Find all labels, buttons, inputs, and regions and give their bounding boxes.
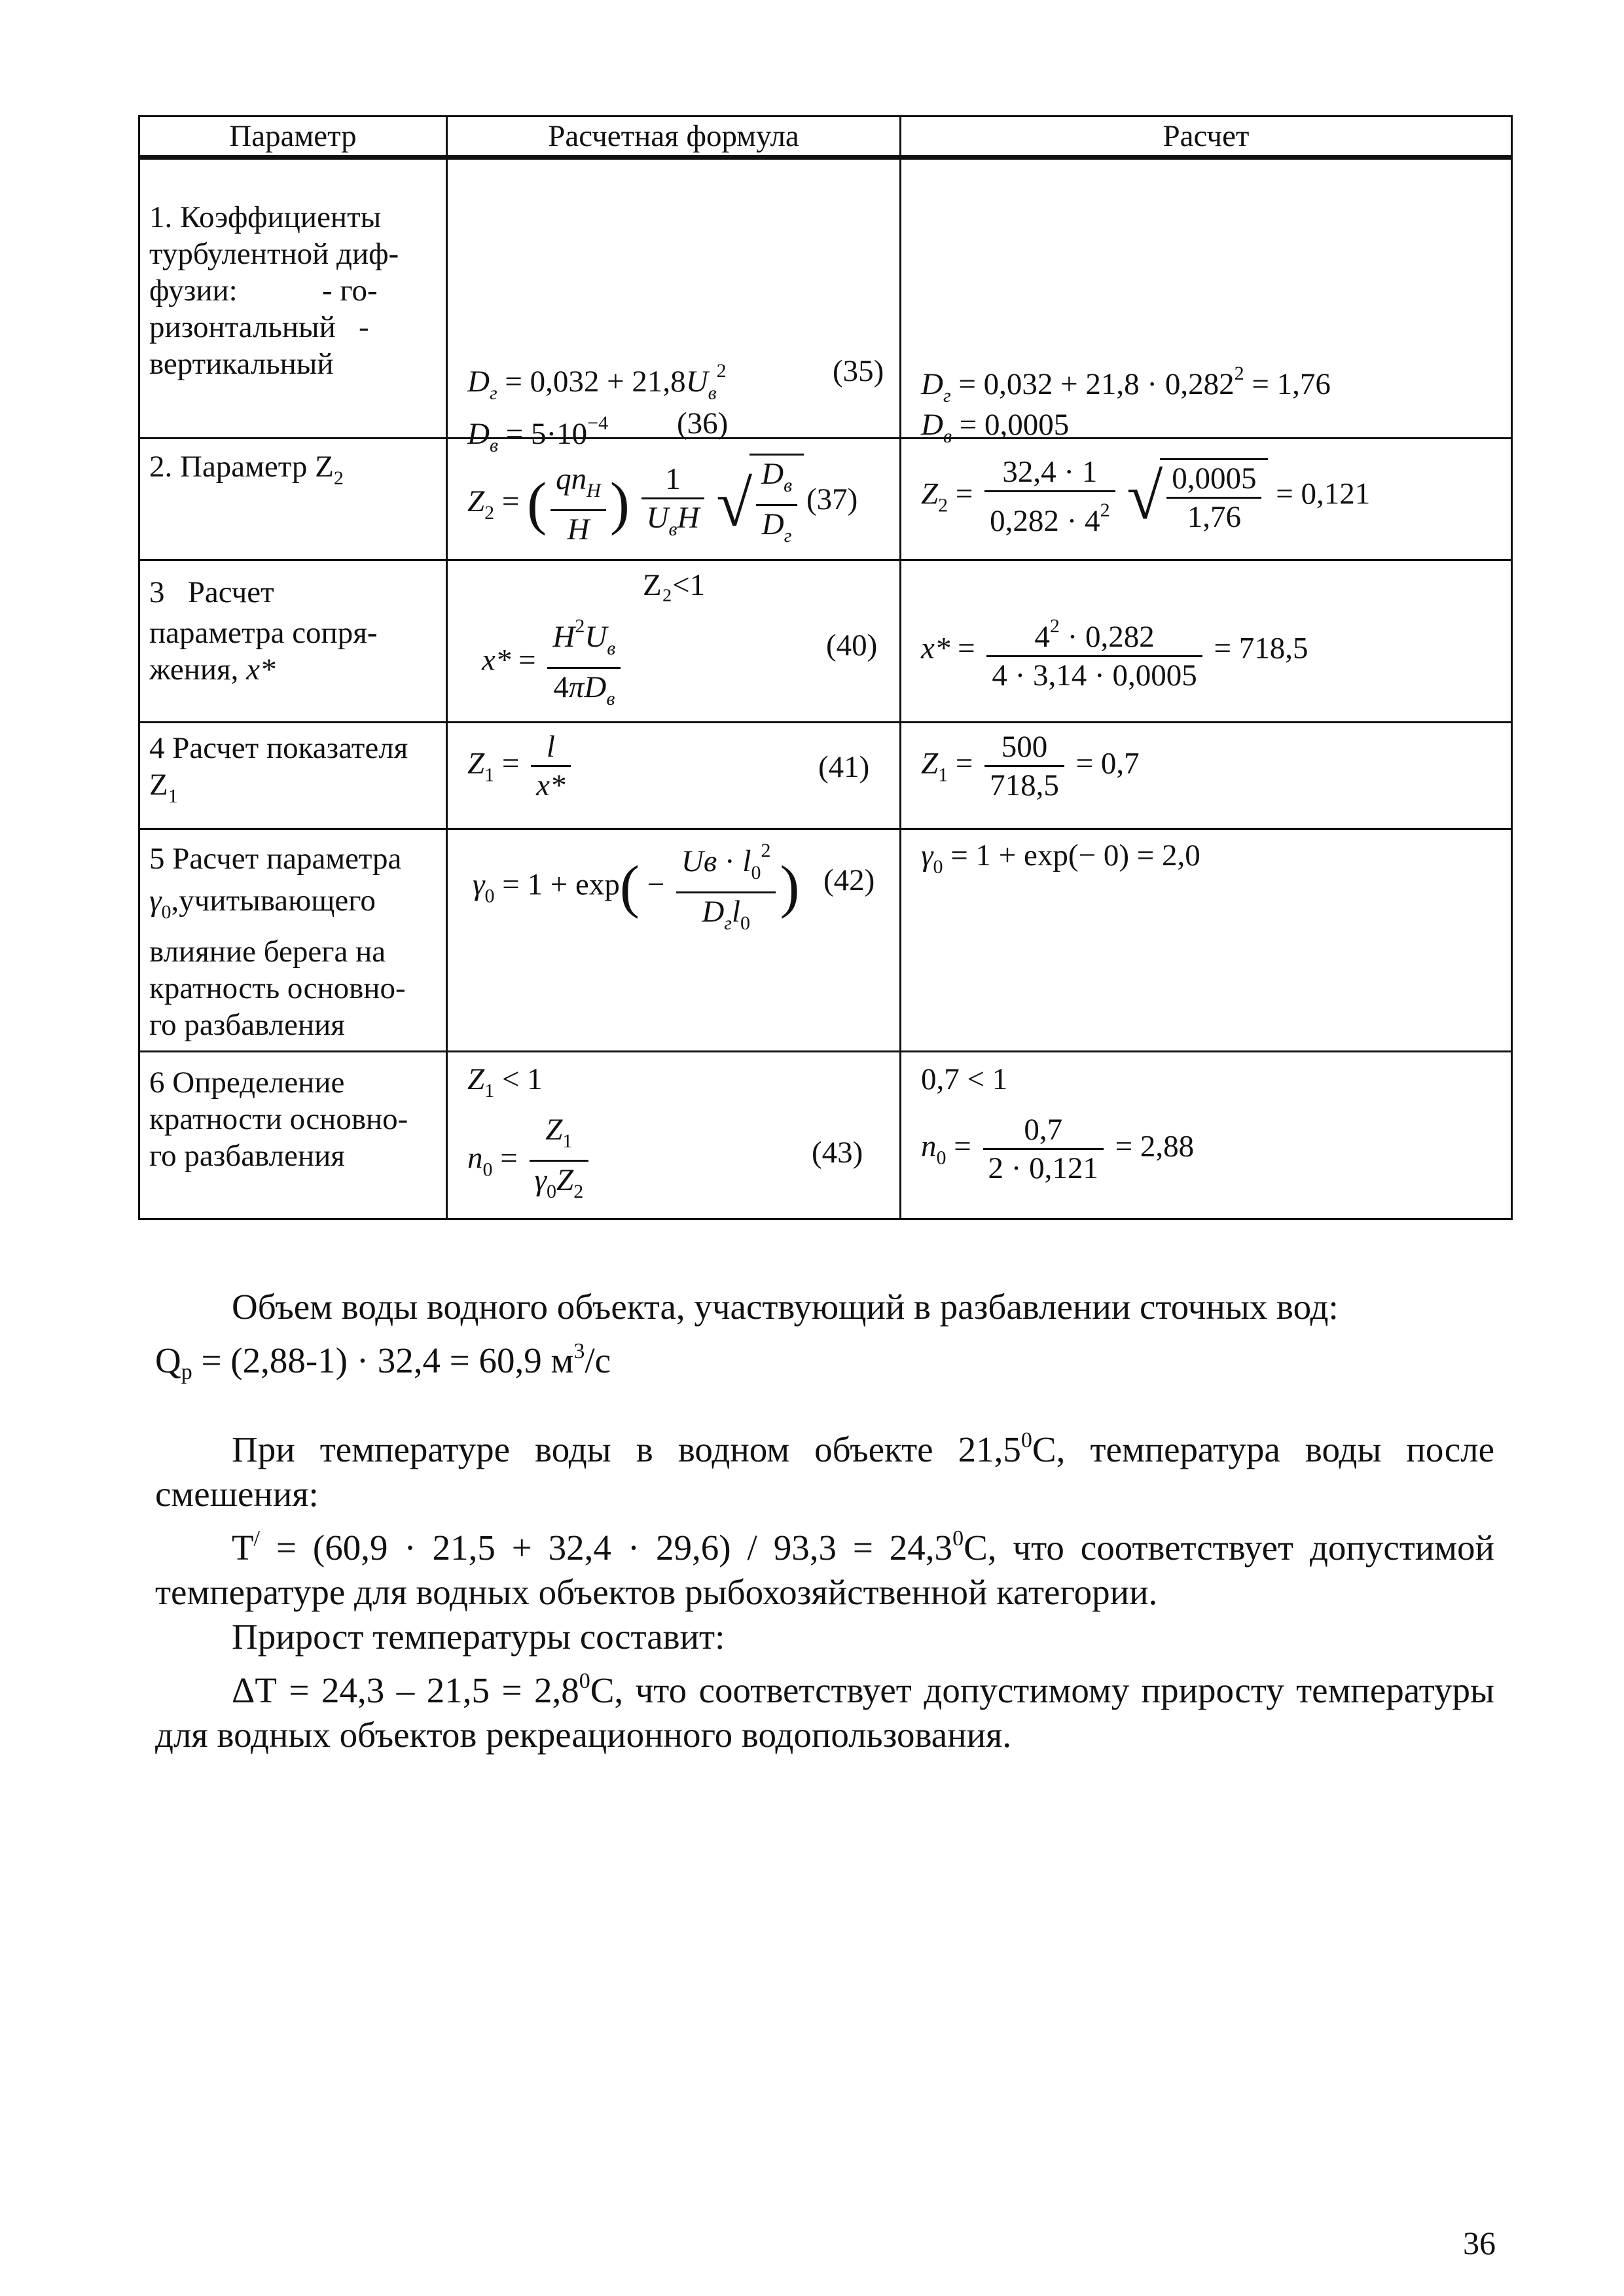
result-n0: $n_0$ = $\frac{0,7}{2 \cdot 0,121}$ = 2,88 <box>921 1113 1195 1185</box>
paragraph-increase: Прирост температуры составит: <box>232 1617 725 1657</box>
param-line: 1. Коэффициенты <box>149 200 382 234</box>
paragraph-volume: Объем воды водного объекта, участвующий в разбавлении сточных вод: <box>232 1287 1339 1327</box>
formula-36: $D_в = 5\cdot 10^{-4}$ <box>467 412 609 456</box>
formula-cell <box>447 560 901 723</box>
param-line: 6 Определение <box>149 1066 345 1100</box>
paragraph-temperature: При температуре воды в водном объекте 21,5$^0$С, температура воды после смешения: <box>155 1428 1495 1514</box>
result-dv: $D_в = 0,0005$ <box>921 408 1070 447</box>
paragraph-delta: $\Delta Т = 24,3 - 21,5 = 2,8^0С$, что соответствует допустимому приросту температуры для водных объектов рекреационного водопользования. <box>155 1669 1494 1755</box>
equation-number: (41) <box>818 750 870 784</box>
equation-number: (42) <box>823 863 875 897</box>
param-line: 4 Расчет показателя <box>149 731 408 765</box>
result-cell <box>901 439 1512 560</box>
equation-number: (36) <box>677 406 729 440</box>
table-row <box>139 439 1512 560</box>
formula-qp: Qр = (2,88-1) · 32,4 = 60,9 $м^3/с$ <box>155 1339 611 1384</box>
table-row <box>139 158 1512 439</box>
param-line: параметра сопря- <box>149 616 378 650</box>
param-line: го разбавления <box>149 1139 345 1173</box>
calculation-table <box>138 115 1513 1220</box>
param-line: влияние берега на <box>149 935 386 969</box>
param-line: фузии: - го- <box>149 274 378 308</box>
table-row <box>139 829 1512 1052</box>
condition-z2: Z₂<1 <box>643 568 706 602</box>
formula-cell <box>447 1052 901 1219</box>
table-row <box>139 560 1512 723</box>
formula-41: $Z_1$ = $\frac{l}{x*}$ <box>467 728 575 804</box>
param-cell <box>139 723 447 829</box>
param-cell: 2. Параметр $Z_2$ <box>139 439 447 560</box>
header-formula: Расчетная формула <box>447 117 901 158</box>
param-cell <box>139 1052 447 1219</box>
body-text <box>155 1285 1494 1757</box>
formula-35: $D_г = 0,032 + 21,8U_в^2$ <box>467 360 727 404</box>
equation-number: (43) <box>812 1136 863 1170</box>
table-row <box>139 723 1512 829</box>
param-cell <box>139 829 447 1052</box>
param-line: ризонтальный - <box>149 310 369 344</box>
result-z1: $Z_1$ = $\frac{500}{718,5}$ = 0,7 <box>921 730 1140 802</box>
formula-cell <box>447 158 901 456</box>
param-cell <box>139 560 447 723</box>
formula-cell <box>447 439 901 560</box>
param-line: вертикальный <box>149 347 334 381</box>
result-dg: $D_г = 0,032 + 21,8 \cdot 0,282^2 = 1,76$ <box>921 363 1331 406</box>
result-cell <box>901 158 1512 447</box>
page-number: 36 <box>1463 2225 1496 2261</box>
header-calculation: Расчет <box>901 117 1512 158</box>
formula-43: $n_0$ = $\frac{Z_1}{\gamma_0Z_2}$ <box>467 1111 592 1210</box>
result-cell <box>901 723 1512 829</box>
condition-result: 0,7 < 1 <box>921 1062 1008 1096</box>
condition-z1: $Z_1 < 1$ <box>467 1062 543 1102</box>
equation-number: (35) <box>833 354 884 388</box>
equation-number: (37) <box>806 482 858 516</box>
formula-cell <box>447 723 901 829</box>
param-line: $Z_1$ <box>149 768 178 807</box>
result-xstar: x* = $\frac{4^2 \cdot 0,282}{4 \cdot 3,14 \cdot 0,0005}$ = 718,5 <box>921 608 1308 694</box>
result-gamma0: $\gamma_0 = 1 + \exp(- 0) = 2,0$ <box>921 838 1200 878</box>
table-header-row <box>139 117 1512 158</box>
param-line: го разбавления <box>149 1008 345 1042</box>
table-row <box>139 1052 1512 1219</box>
param-line: кратность основно- <box>149 971 406 1005</box>
result-z2: $Z_2$ = $\frac{32,4 \cdot 1}{0,282 \cdot 4^2}$ √ $\frac{0,0005}{1,76}$ = 0,121 <box>921 455 1371 538</box>
formula-40: x* = $\frac{H^2U_в}{4\pi D_в}$ <box>482 608 624 717</box>
paragraph-mix-temp: $Т^/ = (60,9 \cdot 21,5 + 32,4 \cdot 29,6) / 93,3 = 24,3^0С$, что соответствует допустимой температуре для водных объектов рыбохозяйственной категории. <box>155 1526 1494 1612</box>
result-cell <box>901 1052 1512 1219</box>
header-parameter: Параметр <box>139 117 447 158</box>
formula-cell <box>447 829 901 1052</box>
result-cell <box>901 560 1512 723</box>
param-line: 3 Расчет <box>149 575 274 609</box>
param-line: жения, x* <box>149 653 276 687</box>
param-cell <box>139 158 447 439</box>
param-line: кратности основно- <box>149 1102 408 1136</box>
param-line: 5 Расчет параметра <box>149 842 402 876</box>
formula-42: $\gamma_0 = 1 + \exp$( − $\frac{Uв \cdot l_0^2}{D_гl_0}$ ) <box>473 833 799 942</box>
equation-number: (40) <box>826 628 878 662</box>
formula-37: $Z_2$ = ( $\frac{qn_Н}{H}$ ) $\frac{1}{U_вH}$ √ $\frac{D_в}{D_г}$ <box>467 454 804 554</box>
result-cell <box>901 829 1512 1052</box>
param-line: $\gamma_0,учитывающего$ <box>149 884 376 923</box>
param-line: турбулентной диф- <box>149 237 399 271</box>
